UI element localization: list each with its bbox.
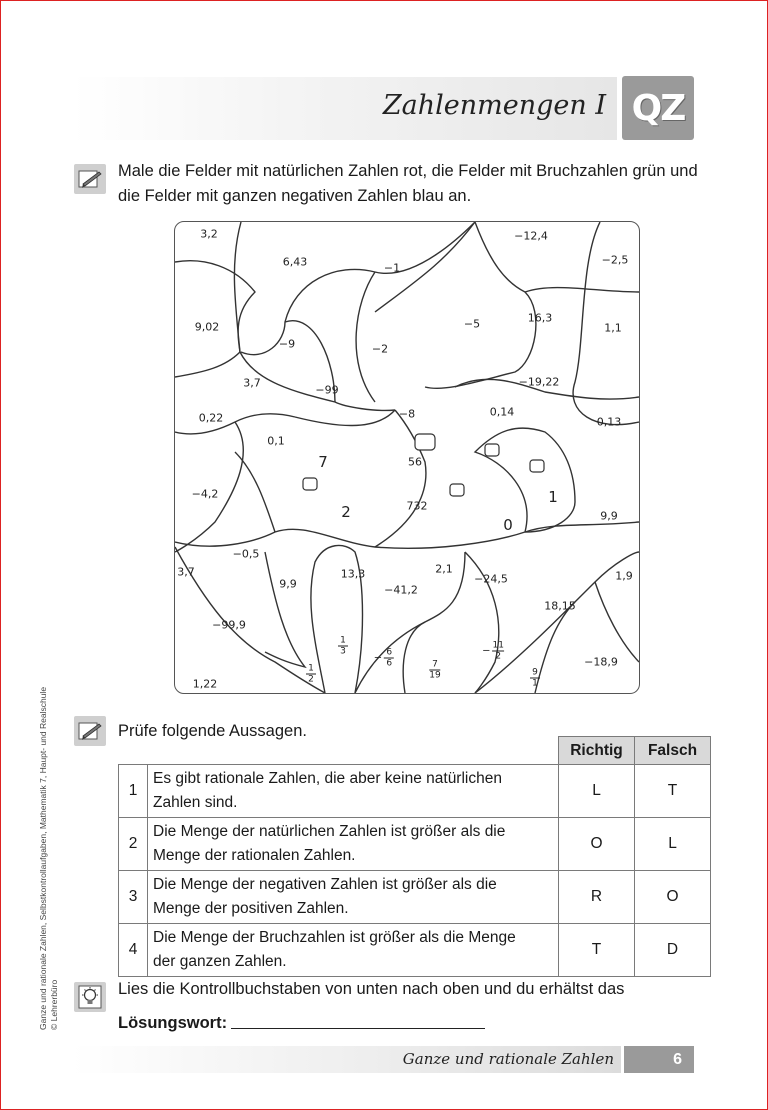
solution-word-label: Lösungswort:	[118, 1014, 228, 1032]
row-number: 1	[119, 765, 148, 818]
fraction-numerator: 1	[340, 635, 346, 646]
falsch-letter[interactable]: L	[635, 818, 711, 871]
statement-line: Die Menge der natürlichen Zahlen ist größer als die	[153, 823, 506, 840]
puzzle-label: 1,22	[192, 677, 218, 691]
puzzle-label: −8	[398, 407, 416, 421]
page-title: Zahlenmengen I	[382, 90, 606, 121]
puzzle-label: 13,3	[340, 567, 366, 581]
puzzle-label: 9,9	[600, 509, 618, 523]
statement-line: Die Menge der negativen Zahlen ist größer als die	[153, 876, 497, 893]
puzzle-label: 18,15	[544, 599, 576, 613]
puzzle-label: 0,22	[198, 411, 224, 425]
fraction-numerator: 6	[386, 647, 393, 658]
puzzle-label: −0,5	[232, 547, 260, 561]
row-number: 3	[119, 871, 148, 924]
fraction-numerator: 11	[492, 640, 504, 651]
puzzle-label: 2	[341, 503, 351, 521]
puzzle-label: −19,22	[518, 375, 560, 389]
task1-instruction-line1: Male die Felder mit natürlichen Zahlen rot, die Felder mit Bruchzahlen grün und	[118, 162, 698, 180]
statements-table	[118, 736, 711, 977]
puzzle-label: 3,2	[200, 227, 218, 241]
header-falsch: Falsch	[635, 737, 711, 765]
puzzle-label: −4,2	[191, 487, 219, 501]
pencil-task-icon	[74, 716, 106, 746]
puzzle-label: −24,5	[474, 572, 508, 586]
puzzle-label: 1	[548, 488, 558, 506]
richtig-letter[interactable]: O	[559, 818, 635, 871]
puzzle-fraction	[482, 641, 504, 662]
statement-line: Die Menge der Bruchzahlen ist größer als die Menge	[153, 929, 516, 946]
statement-text	[148, 924, 559, 977]
fraction-numerator: 7	[432, 659, 438, 670]
puzzle-label: 0,1	[267, 434, 285, 448]
puzzle-label: −12,4	[514, 229, 548, 243]
puzzle-fraction	[530, 668, 540, 689]
puzzle-label: 0,14	[489, 405, 515, 419]
table-row	[119, 765, 711, 818]
fraction-denominator: 2	[308, 674, 314, 685]
richtig-letter[interactable]: T	[559, 924, 635, 977]
solution-word-input[interactable]	[231, 1028, 485, 1029]
statement-line: Menge der positiven Zahlen.	[153, 900, 349, 917]
puzzle-label: 6,43	[282, 255, 308, 269]
statement-line: Es gibt rationale Zahlen, die aber keine natürlichen	[153, 770, 502, 787]
richtig-letter[interactable]: R	[559, 871, 635, 924]
fraction-sign: −	[482, 645, 491, 657]
fraction-denominator: 19	[429, 670, 441, 681]
puzzle-label: 1,1	[604, 321, 622, 335]
sidebar-line2: © Lehrerbüro	[49, 979, 59, 1030]
table-row	[119, 924, 711, 977]
fraction-body	[384, 648, 394, 669]
fraction-numerator: 1	[308, 663, 314, 674]
fraction-denominator: 1	[532, 678, 538, 689]
puzzle-label: −1	[383, 261, 401, 275]
puzzle-fraction	[306, 664, 316, 685]
qz-badge	[622, 76, 694, 140]
statement-text	[148, 871, 559, 924]
puzzle-label: 3,7	[177, 565, 195, 579]
task1-instruction-line2: die Felder mit ganzen negativen Zahlen blau an.	[118, 187, 472, 205]
falsch-letter[interactable]: O	[635, 871, 711, 924]
sidebar-line1: Ganze und rationale Zahlen, Selbstkontrollaufgaben, Mathematik 7, Haupt- und Realschule	[38, 686, 48, 1030]
puzzle-label: 16,3	[527, 311, 553, 325]
puzzle-label: 0,13	[596, 415, 622, 429]
richtig-letter[interactable]: L	[559, 765, 635, 818]
task1-instruction	[118, 159, 698, 209]
row-number: 4	[119, 924, 148, 977]
puzzle-label: 2,1	[435, 562, 453, 576]
puzzle-label: −99,9	[212, 618, 246, 632]
puzzle-label: 1,9	[615, 569, 633, 583]
pencil-task-icon	[74, 164, 106, 194]
fraction-body	[492, 641, 503, 662]
puzzle-label: −9	[278, 337, 296, 351]
falsch-letter[interactable]: D	[635, 924, 711, 977]
lightbulb-task-icon	[74, 982, 106, 1012]
falsch-letter[interactable]: T	[635, 765, 711, 818]
puzzle-label: 7	[318, 453, 328, 471]
puzzle-label: −2	[371, 342, 389, 356]
statement-text	[148, 765, 559, 818]
puzzle-label: 56	[408, 455, 422, 469]
statement-line: der ganzen Zahlen.	[153, 953, 287, 970]
header-richtig: Richtig	[559, 737, 635, 765]
puzzle-fraction	[338, 636, 348, 657]
fraction-denominator: 2	[495, 651, 502, 662]
task2-instruction: Prüfe folgende Aussagen.	[118, 722, 307, 740]
puzzle-label: 3,7	[243, 376, 261, 390]
statement-text	[148, 818, 559, 871]
footer-title: Ganze und rationale Zahlen	[402, 1050, 614, 1068]
puzzle-fraction	[374, 648, 394, 669]
page-number: 6	[624, 1046, 694, 1073]
puzzle-label: −5	[463, 317, 481, 331]
puzzle-fraction	[429, 660, 440, 681]
statement-line: Menge der rationalen Zahlen.	[153, 847, 356, 864]
fraction-numerator: 9	[532, 667, 538, 678]
task3-instruction: Lies die Kontrollbuchstaben von unten nach oben und du erhältst das	[118, 980, 625, 998]
row-number: 2	[119, 818, 148, 871]
puzzle-label: −18,9	[584, 655, 618, 669]
puzzle-label: −99	[315, 383, 339, 397]
puzzle-label: 9,02	[194, 320, 220, 334]
coloring-puzzle	[174, 221, 640, 694]
puzzle-label: 9,9	[279, 577, 297, 591]
fraction-denominator: 6	[386, 658, 393, 669]
puzzle-label: 0	[503, 516, 513, 534]
table-row	[119, 818, 711, 871]
table-header-blank	[119, 737, 559, 765]
statement-line: Zahlen sind.	[153, 794, 238, 811]
puzzle-label: −41,2	[384, 583, 418, 597]
fraction-denominator: 3	[340, 646, 346, 657]
qz-badge-text: QZ	[631, 87, 685, 129]
table-row	[119, 871, 711, 924]
puzzle-label: −2,5	[601, 253, 629, 267]
puzzle-label: 732	[406, 499, 428, 513]
fraction-sign: −	[373, 652, 383, 664]
copyright-sidebar	[38, 687, 60, 1030]
